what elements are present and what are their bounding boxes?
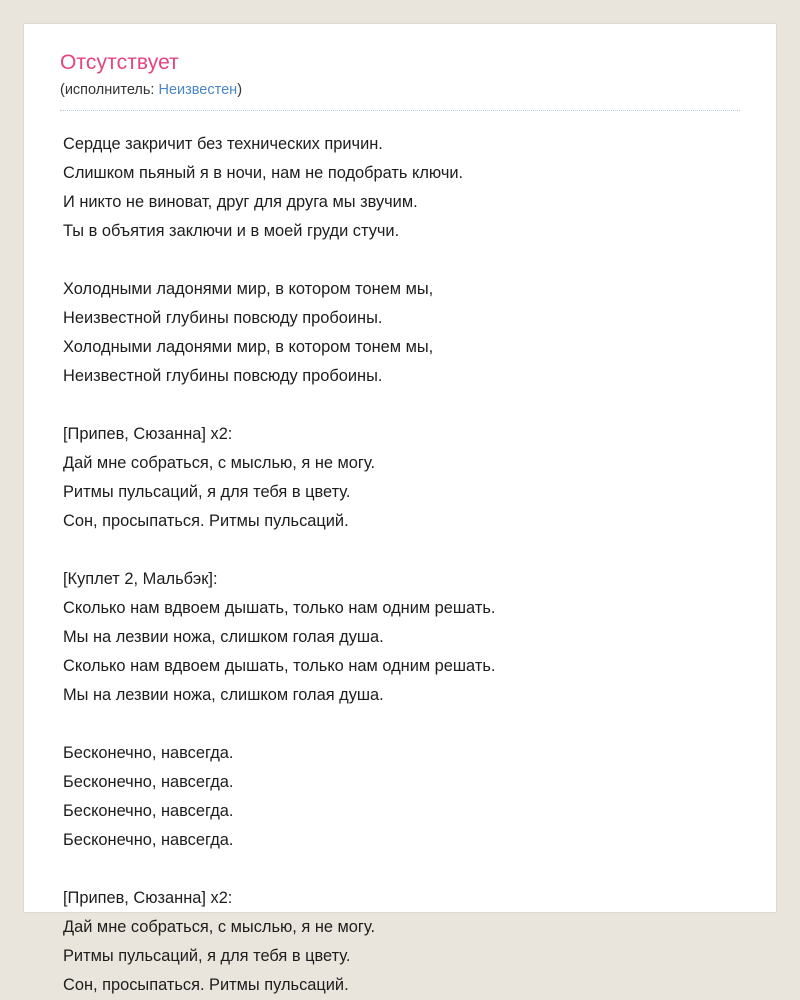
lyrics-line: Сон, просыпаться. Ритмы пульсаций.: [63, 512, 349, 530]
lyrics-line: Ритмы пульсаций, я для тебя в цвету.: [63, 483, 351, 501]
lyrics-line: Холодными ладонями мир, в котором тонем мы,: [63, 338, 434, 356]
lyrics-line: Мы на лезвии ножа, слишком голая душа.: [63, 686, 384, 704]
lyrics-line: Холодными ладонями мир, в котором тонем мы,: [63, 280, 434, 298]
lyrics-stanza: [63, 130, 740, 246]
artist-link[interactable]: Неизвестен: [158, 82, 238, 98]
lyrics-line: Неизвестной глубины повсюду пробоины.: [63, 367, 383, 385]
artist-prefix-label: (исполнитель:: [60, 82, 159, 98]
lyrics-line: Сколько нам вдвоем дышать, только нам одним решать.: [63, 599, 496, 617]
lyrics-stanza: [63, 565, 740, 710]
lyrics-line: Бесконечно, навсегда.: [63, 773, 234, 791]
lyrics-line: Бесконечно, навсегда.: [63, 831, 234, 849]
lyrics-line: Сон, просыпаться. Ритмы пульсаций.: [63, 976, 349, 994]
lyrics-line: Неизвестной глубины повсюду пробоины.: [63, 309, 383, 327]
lyrics-line: [Припев, Сюзанна] х2:: [63, 889, 233, 907]
lyrics-line: Сколько нам вдвоем дышать, только нам одним решать.: [63, 657, 496, 675]
lyrics-line: [Припев, Сюзанна] х2:: [63, 425, 233, 443]
lyrics-stanza: [63, 420, 740, 536]
lyrics-line: [Куплет 2, Мальбэк]:: [63, 570, 218, 588]
lyrics-line: Бесконечно, навсегда.: [63, 744, 234, 762]
lyrics-paper: [23, 23, 777, 994]
artist-line: [60, 82, 740, 111]
lyrics-line: И никто не виноват, друг для друга мы звучим.: [63, 193, 418, 211]
lyrics-line: Мы на лезвии ножа, слишком голая душа.: [63, 628, 384, 646]
lyrics-line: Дай мне собраться, с мыслью, я не могу.: [63, 454, 376, 472]
lyrics-stanza: [63, 739, 740, 855]
lyrics-line: Ритмы пульсаций, я для тебя в цвету.: [63, 947, 351, 965]
lyrics-line: Бесконечно, навсегда.: [63, 802, 234, 820]
artist-suffix-label: ): [237, 82, 243, 98]
lyrics-line: Ты в объятия заключи и в моей груди стучи.: [63, 222, 400, 240]
lyrics-line: Дай мне собраться, с мыслью, я не могу.: [63, 918, 376, 936]
page-title: Отсутствует: [60, 51, 179, 74]
lyrics-stanza: [63, 884, 740, 1000]
lyrics-text: [60, 130, 740, 1000]
lyrics-content: [24, 24, 776, 1000]
lyrics-line: Сердце закричит без технических причин.: [63, 135, 383, 153]
lyrics-line: Слишком пьяный я в ночи, нам не подобрать ключи.: [63, 164, 464, 182]
lyrics-stanza: [63, 275, 740, 391]
